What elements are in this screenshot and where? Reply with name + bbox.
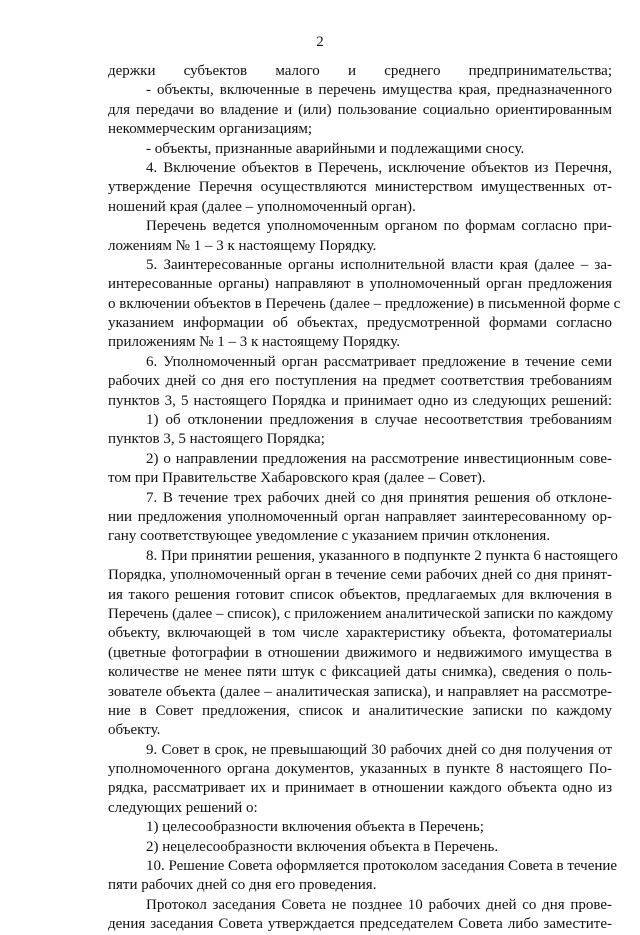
text-line: Порядка, уполномоченный орган в течение семи рабочих дней со дня принят- [108,567,612,584]
text-line: 1) целесообразности включения объекта в Перечень; [146,819,484,836]
text-line: 2) о направлении предложения на рассмотрение инвестиционным сове- [146,450,612,467]
text-line: ношений края (далее – уполномоченный орган). [108,198,416,215]
text-line: пунктов 3, 5 настоящего Порядка и принимает одно из следующих решений: [108,392,612,409]
text-line: приложениям № 1 – 3 к настоящему Порядку. [108,334,400,351]
text-line: 9. Совет в срок, не превышающий 30 рабочих дней со дня получения от [146,741,612,758]
text-line: - объекты, включенные в перечень имущества края, предназначенного [146,82,612,99]
text-line: 2) нецелесообразности включения объекта в Перечень. [146,838,499,855]
text-line: утверждение Перечня осуществляются министерством имущественных от- [108,179,612,196]
text-line: 7. В течение трех рабочих дней со дня принятия решения об отклоне- [146,489,612,506]
text-line: пяти рабочих дней со дня его проведения. [108,877,377,894]
text-line: количестве не менее пяти штук с фиксацией даты снимка), сведения о поль- [108,664,612,681]
text-line: уполномоченного органа документов, указанных в пункте 8 настоящего По- [108,761,612,778]
text-line: Перечень (далее – список), с приложением аналитической записки по каждому [108,605,614,622]
page-number: 2 [316,34,324,50]
text-line: для передачи во владение и (или) пользование социально ориентированным [108,101,612,118]
text-line: ложениям № 1 – 3 к настоящему Порядку. [108,237,377,254]
text-line: пунктов 3, 5 настоящего Порядка; [108,431,325,448]
text-line: 8. При принятии решения, указанного в подпункте 2 пункта 6 настоящего [146,547,618,564]
text-line: рабочих дней со дня его поступления на предмет соответствия требованиям [108,373,612,390]
text-line: некоммерческим организациям; [108,121,313,138]
text-line: - объекты, признанные аварийными и подлежащими сносу. [146,140,525,157]
text-line: указанием информации об объектах, предусмотренной формами согласно [108,315,612,332]
text-line: зователе объекта (далее – аналитическая записка), и направляет на рассмотре- [108,683,612,700]
text-line: (цветные фотографии в отношении движимого и недвижимого имущества в [108,644,612,661]
text-line: ия такого решения готовит список объектов, предлагаемых для включения в [108,586,612,603]
text-line: гану соответствующее уведомление с указанием причин отклонения. [108,528,551,545]
text-line: Протокол заседания Совета не позднее 10 рабочих дней со дня прове- [146,896,612,913]
document-body [108,62,621,935]
text-line: том при Правительстве Хабаровского края (далее – Совет). [108,470,486,487]
text-line: держки субъектов малого и среднего предпринимательства; [108,63,612,79]
text-line: 1) об отклонении предложения в случае несоответствия требованиям [146,412,612,429]
text-line: 5. Заинтересованные органы исполнительной власти края (далее – за- [146,256,612,273]
text-line: рядка, рассматривает их и принимает в отношении каждого объекта одно из [108,780,612,797]
text-line: Перечень ведется уполномоченным органом по формам согласно при- [146,218,612,235]
text-line: следующих решений о: [108,799,258,816]
text-line: 10. Решение Совета оформляется протоколом заседания Совета в течение [146,858,618,875]
text-line: ние в Совет предложения, список и аналитические записки по каждому [108,702,612,719]
text-line: объекту, включающей в том числе характеристику объекта, фотоматериалы [108,625,612,642]
text-line: нии предложения уполномоченный орган направляет заинтересованному ор- [108,508,612,525]
text-line: дения заседания Совета утверждается председателем Совета либо заместите- [108,916,612,933]
text-line: о включении объектов в Перечень (далее – предложение) в письменной форме с [108,295,621,312]
text-line: интересованные органы) направляют в уполномоченный орган предложения [108,276,612,293]
text-line: объекту. [108,722,161,739]
text-line: 6. Уполномоченный орган рассматривает предложение в течение семи [146,353,612,370]
text-line: 4. Включение объектов в Перечень, исключение объектов из Перечня, [146,159,612,176]
